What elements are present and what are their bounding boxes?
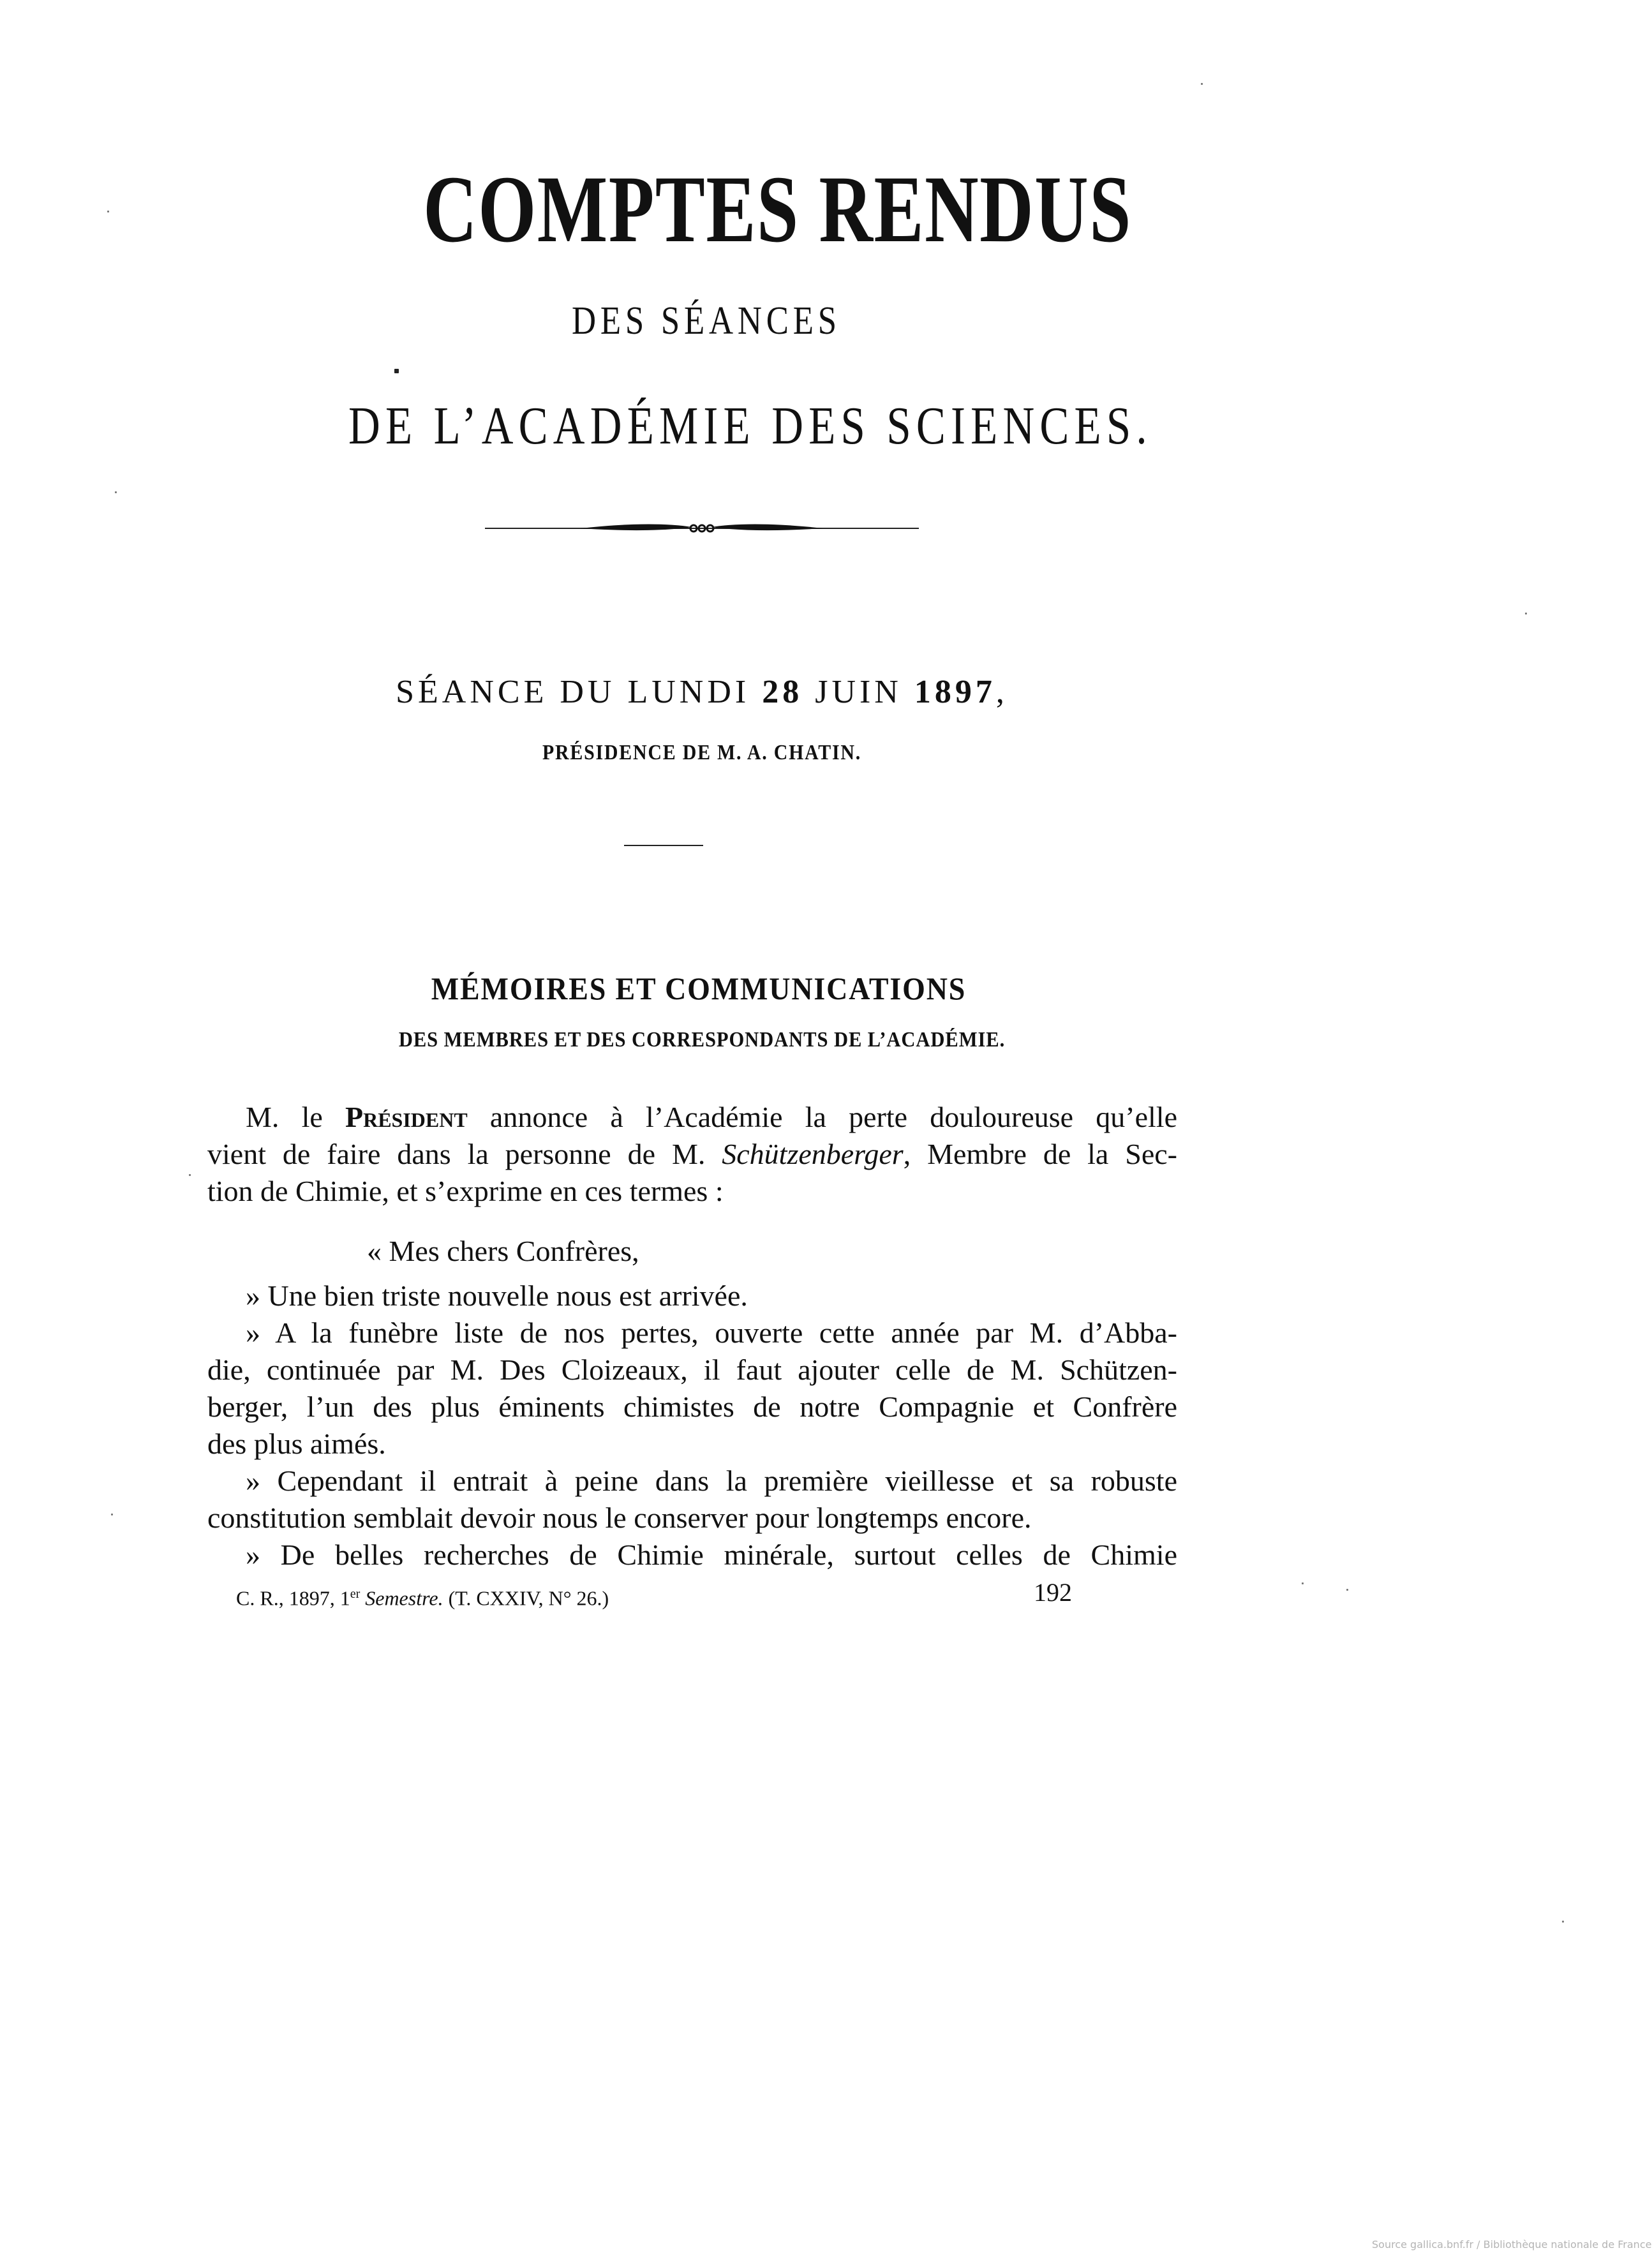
citation-semestre: Semestre. bbox=[360, 1586, 443, 1610]
scan-speck bbox=[1201, 83, 1203, 85]
text-line: » Cependant il entrait à peine dans la première vieillesse et sa robuste bbox=[246, 1464, 1177, 1497]
citation-prefix: C. R., 1897, 1 bbox=[236, 1586, 350, 1610]
citation-sup: er bbox=[350, 1587, 361, 1601]
session-day: 28 bbox=[762, 674, 803, 710]
text-line: des plus aimés. bbox=[207, 1427, 386, 1460]
text-line: berger, l’un des plus éminents chimistes de notre Compagnie et Confrère bbox=[207, 1390, 1177, 1423]
scan-speck bbox=[115, 491, 117, 493]
text-line: » De belles recherches de Chimie minérale, surtout celles de Chimie bbox=[246, 1538, 1177, 1571]
ornamental-divider-icon bbox=[485, 516, 919, 541]
journal-subtitle-seances: DES SÉANCES bbox=[572, 299, 841, 343]
section-heading: MÉMOIRES ET COMMUNICATIONS bbox=[431, 971, 967, 1006]
presidence: PRÉSIDENCE DE M. A. CHATIN. bbox=[542, 741, 861, 764]
text-line bbox=[207, 1099, 1177, 1136]
text-fragment: M. le bbox=[246, 1101, 345, 1133]
source-credit: Source gallica.bnf.fr / Bibliothèque nationale de France bbox=[1372, 2238, 1652, 2251]
section-subheading: DES MEMBRES ET DES CORRESPONDANTS DE L’ACADÉMIE. bbox=[398, 1028, 1006, 1052]
journal-subtitle-academie: DE L’ACADÉMIE DES SCIENCES. bbox=[348, 396, 1152, 456]
text-fragment: annonce à l’Académie la perte douloureuse qu’elle bbox=[467, 1101, 1177, 1133]
president-title: Président bbox=[345, 1101, 468, 1133]
text-line: constitution semblait devoir nous le conserver pour longtemps encore. bbox=[207, 1501, 1032, 1534]
session-month: JUIN bbox=[803, 674, 914, 710]
citation-footer bbox=[236, 1581, 609, 1611]
text-fragment: vient de faire dans la personne de M. bbox=[207, 1138, 722, 1170]
session-prefix: SÉANCE DU LUNDI bbox=[396, 674, 763, 710]
scan-speck bbox=[1302, 1582, 1304, 1584]
text-line: tion de Chimie, et s’exprime en ces termes : bbox=[207, 1175, 724, 1207]
scan-speck bbox=[394, 369, 399, 373]
text-line: » Une bien triste nouvelle nous est arrivée. bbox=[246, 1279, 748, 1312]
scan-speck bbox=[189, 1174, 191, 1176]
page-number: 192 bbox=[1034, 1578, 1072, 1607]
scan-speck bbox=[107, 211, 109, 212]
text-line bbox=[207, 1136, 1177, 1173]
session-suffix: , bbox=[995, 674, 1008, 710]
paragraph-announcement bbox=[207, 1099, 1177, 1210]
salutation: « Mes chers Confrères, bbox=[367, 1235, 639, 1267]
scan-speck bbox=[111, 1514, 113, 1515]
paragraph-speech bbox=[207, 1277, 1177, 1574]
scan-speck bbox=[1346, 1589, 1348, 1591]
divider-rule bbox=[624, 845, 703, 846]
journal-title: COMPTES RENDUS bbox=[423, 156, 1132, 262]
session-year: 1897 bbox=[914, 674, 996, 710]
text-fragment: , Membre de la Sec- bbox=[903, 1138, 1177, 1170]
text-line: die, continuée par M. Des Cloizeaux, il faut ajouter celle de M. Schützen- bbox=[207, 1353, 1177, 1386]
citation-volume: (T. CXXIV, N° 26.) bbox=[443, 1586, 609, 1610]
text-line: » A la funèbre liste de nos pertes, ouverte cette année par M. d’Abba- bbox=[246, 1316, 1177, 1349]
scan-speck bbox=[1525, 613, 1527, 614]
person-name: Schützenberger bbox=[722, 1138, 904, 1170]
session-date bbox=[383, 673, 1021, 711]
scan-speck bbox=[1562, 1921, 1564, 1923]
